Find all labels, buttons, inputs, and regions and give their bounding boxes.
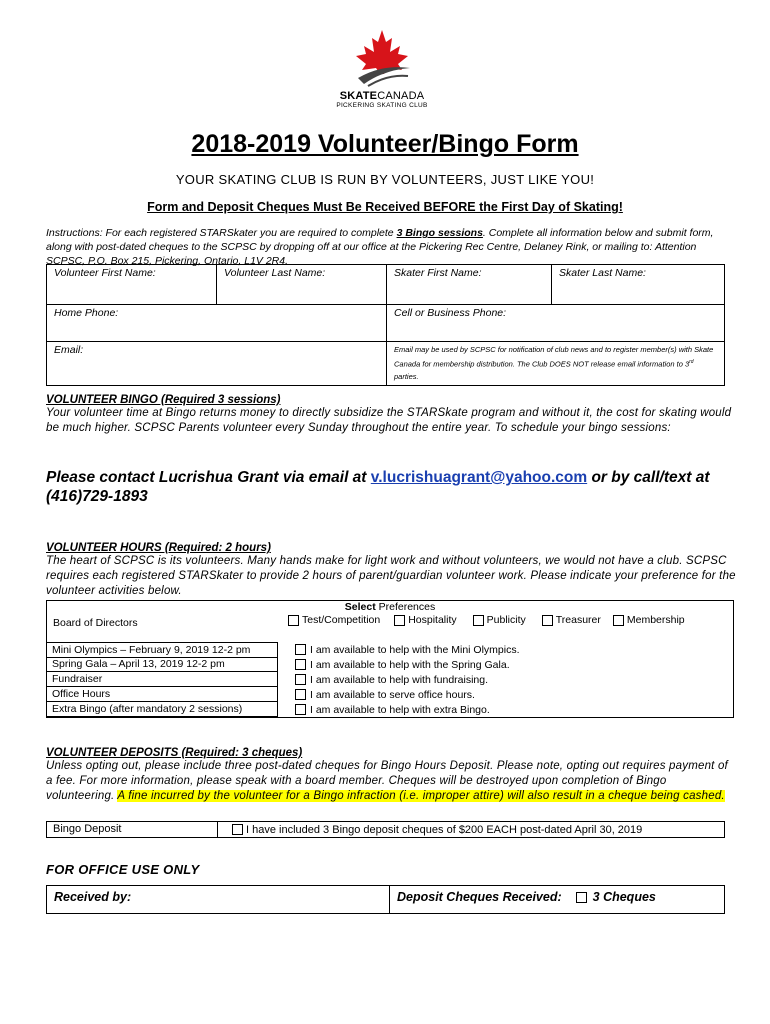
hours-section [46,542,736,599]
maple-leaf-icon [350,28,414,90]
checkbox-office-hours[interactable] [295,689,306,700]
skater-last-name-field[interactable]: Skater Last Name: [552,265,725,305]
hours-body: The heart of SCPSC is its volunteers. Many hands make for light work and without volunteers, we would not have a club. SCPSC requires each registered STARSkater to provide 2 hours of parent/guardian volunteer work. Please indicate your preference for the volunteer activities below. [46,555,736,597]
email-field[interactable]: Email: [47,342,387,386]
board-options: Test/Competition Hospitality Publicity Treasurer Membership [288,614,685,626]
activity-row: Office Hours I am available to serve office hours. [46,687,734,702]
checkbox-bingo-deposit[interactable] [232,824,243,835]
bingo-contact: Please contact Lucrishua Grant via email at v.lucrishuagrant@yahoo.com or by call/text at (416)729-1893 [46,469,710,505]
cell-phone-field[interactable]: Cell or Business Phone: [387,305,725,342]
volunteer-first-name-field[interactable]: Volunteer First Name: [47,265,217,305]
checkbox-mini-olympics[interactable] [295,644,306,655]
checkbox-hospitality[interactable] [394,615,405,626]
subtitle: YOUR SKATING CLUB IS RUN BY VOLUNTEERS, JUST LIKE YOU! [175,172,595,187]
activity-row: Spring Gala – April 13, 2019 12-2 pm I am available to help with the Spring Gala. [46,657,734,672]
instructions: Instructions: For each registered STARSkater you are required to complete 3 Bingo sessions. Complete all information below and submit form, along with post-dated cheques to the SCPSC by dropping off at our office at the Pickering Rec Centre, Delaney Rink, or mailing to: Attention SCPSC, P.O. Box 215, Pickering, Ontario, L1V 2R4. [46,227,714,267]
fine-highlight: A fine incurred by the volunteer for a Bingo infraction (i.e. improper attire) will also result in a cheque being cashed. [117,790,725,802]
deadline-notice: Form and Deposit Cheques Must Be Received BEFORE the First Day of Skating! [147,200,623,214]
activities-list [46,642,734,717]
board-of-directors-label: Board of Directors [53,617,138,629]
checkbox-3-cheques[interactable] [576,892,587,903]
office-use-table [46,885,725,914]
logo-brand: SKATECANADA [339,90,425,102]
skater-first-name-field[interactable]: Skater First Name: [387,265,552,305]
page-title: 2018-2019 Volunteer/Bingo Form [191,130,579,158]
contact-email-link[interactable]: v.lucrishuagrant@yahoo.com [370,469,588,486]
bingo-section [46,394,736,436]
checkbox-membership[interactable] [613,615,624,626]
checkbox-treasurer[interactable] [542,615,553,626]
deposits-heading: VOLUNTEER DEPOSITS (Required: 3 cheques) [46,747,303,759]
hours-heading: VOLUNTEER HOURS (Required: 2 hours) [46,542,271,554]
checkbox-fundraiser[interactable] [295,674,306,685]
bingo-deposit-row: Bingo Deposit I have included 3 Bingo deposit cheques of $200 EACH post-dated April 30, 2019 [46,821,725,838]
volunteer-last-name-field[interactable]: Volunteer Last Name: [217,265,387,305]
deposits-body: Unless opting out, please include three post-dated cheques for Bingo Hours Deposit. Please note, opting out requires payment of a fee. For more information, please speak with a board member. Cheques will be destroyed upon completion of Bingo volunteering. A fine incurred by the volunteer for a Bingo infraction (i.e. improper attire) will also result in a cheque being cashed. [46,760,728,802]
email-note: Email may be used by SCPSC for notification of club news and to register member(s) with Skate Canada for membership distribution. The Club DOES NOT release email information to 3rd parties. [387,342,725,386]
checkbox-spring-gala[interactable] [295,659,306,670]
bingo-body: Your volunteer time at Bingo returns money to directly subsidize the STARSkate program and without it, the cost for skating would be much higher. SCPSC Parents volunteer every Sunday throughout the entire year. To schedule your bingo sessions: [46,407,732,434]
activity-row: Fundraiser I am available to help with fundraising. [46,672,734,687]
activity-row: Extra Bingo (after mandatory 2 sessions) I am available to help with extra Bingo. [46,702,734,717]
checkbox-publicity[interactable] [473,615,484,626]
deposit-cheques-received: Deposit Cheques Received: 3 Cheques [390,886,725,914]
deposits-section [46,747,736,804]
bingo-heading: VOLUNTEER BINGO (Required 3 sessions) [46,394,281,406]
skate-canada-logo [330,28,434,120]
checkbox-test-competition[interactable] [288,615,299,626]
received-by-field[interactable]: Received by: [47,886,390,914]
volunteer-info-table [46,264,725,386]
checkbox-extra-bingo[interactable] [295,704,306,715]
select-preferences-label: Select Preferences [344,601,436,613]
office-use-heading: FOR OFFICE USE ONLY [46,862,200,877]
home-phone-field[interactable]: Home Phone: [47,305,387,342]
logo-club-name: PICKERING SKATING CLUB [336,102,428,109]
activity-row: Mini Olympics – February 9, 2019 12-2 pm I am available to help with the Mini Olympics. [46,642,734,657]
